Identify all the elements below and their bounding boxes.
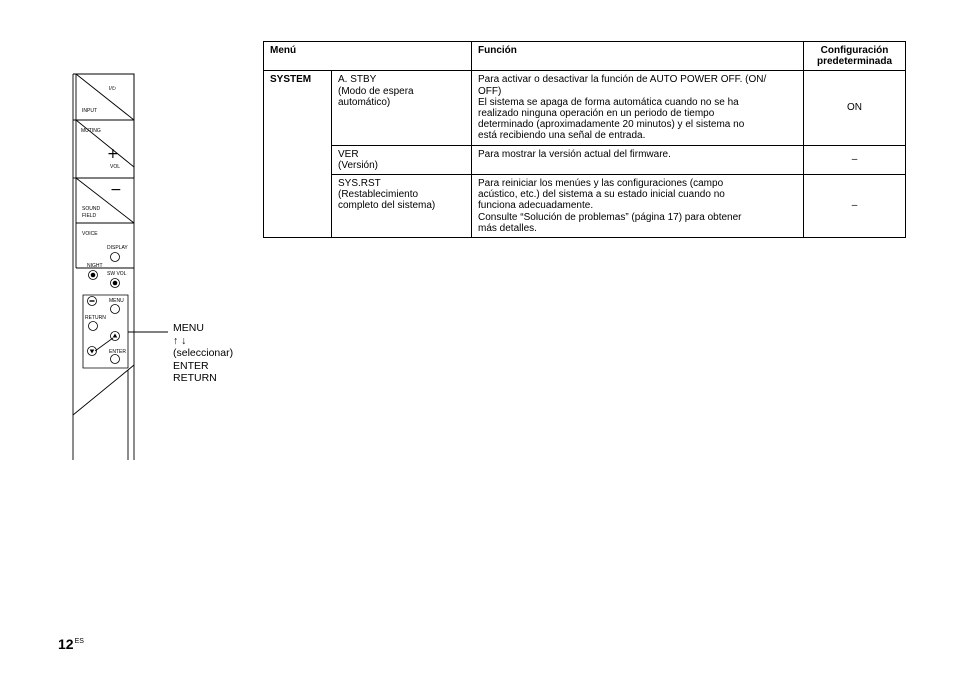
enter-button[interactable]: [111, 355, 120, 364]
remote-control-drawing: [60, 60, 260, 470]
remote-callout-labels: [173, 322, 233, 385]
page-number: $12^{ES}$: [58, 636, 84, 652]
callout-enter: ENTER: [173, 359, 209, 372]
header-function: Función: [472, 42, 804, 71]
callout-return: RETURN: [173, 372, 217, 385]
muting-label: MUTING: [81, 128, 101, 134]
callout-select: (seleccionar): [173, 347, 234, 360]
page-lang: ES: [74, 638, 84, 645]
callout-menu: MENU: [173, 322, 204, 334]
table-row: [264, 175, 906, 238]
return-button[interactable]: [89, 322, 98, 331]
table-header-row: [264, 42, 906, 71]
sound-field-label-1: SOUND: [82, 206, 101, 212]
item-a-stby: A. STBY (Modo de espera automático): [332, 71, 472, 145]
display-label: DISPLAY: [107, 245, 128, 251]
return-label: RETURN: [85, 315, 106, 321]
night-label: NIGHT: [87, 263, 103, 269]
default-sys-rst: –: [804, 175, 906, 238]
voice-label: VOICE: [82, 231, 98, 237]
default-ver: –: [804, 145, 906, 174]
function-sys-rst: Para reiniciar los menúes y las configuraciones (campo acústico, etc.) del sistema a su estado inicial cuando no funciona adecuadamente. Consulte “Solución de problemas” (página 17) para obtener más detalles.: [472, 175, 804, 238]
enter-label: ENTER: [109, 349, 126, 355]
function-a-stby: Para activar o desactivar la función de AUTO POWER OFF. (ON/ OFF) El sistema se apaga de forma automática cuando no se ha realizado ninguna operación en un periodo de tiempo determinado (aproximadamente 20 minutos) y el sistema no está recibiendo una señal de entrada.: [472, 71, 804, 145]
header-menu: Menú: [264, 42, 472, 71]
header-default: Configuración predeterminada: [804, 42, 906, 71]
item-ver: VER (Versión): [332, 145, 472, 174]
vol-minus-icon: −: [110, 182, 122, 198]
sound-field-label-2: FIELD: [82, 213, 97, 219]
default-a-stby: ON: [804, 71, 906, 145]
callout-arrows: ↑ ↓: [173, 334, 187, 347]
sw-vol-label: SW VOL: [107, 271, 127, 277]
function-ver: Para mostrar la versión actual del firmware.: [472, 145, 804, 174]
menu-group-system: SYSTEM: [264, 71, 332, 238]
menu-label: MENU: [109, 298, 124, 304]
system-menu-table: [263, 41, 906, 238]
menu-button[interactable]: [111, 305, 120, 314]
table-row: [264, 145, 906, 174]
up-arrow-icon: [113, 334, 118, 338]
down-arrow-icon: [90, 350, 95, 354]
item-sys-rst: SYS.RST (Restablecimiento completo del sistema): [332, 175, 472, 238]
display-button[interactable]: [111, 253, 120, 262]
table-row: [264, 71, 906, 145]
vol-plus-icon: +: [107, 146, 119, 162]
remote-control-illustration: [60, 60, 260, 470]
power-label: I/⏻: [109, 86, 116, 92]
input-label: INPUT: [82, 108, 97, 114]
vol-label: VOL: [110, 164, 121, 170]
